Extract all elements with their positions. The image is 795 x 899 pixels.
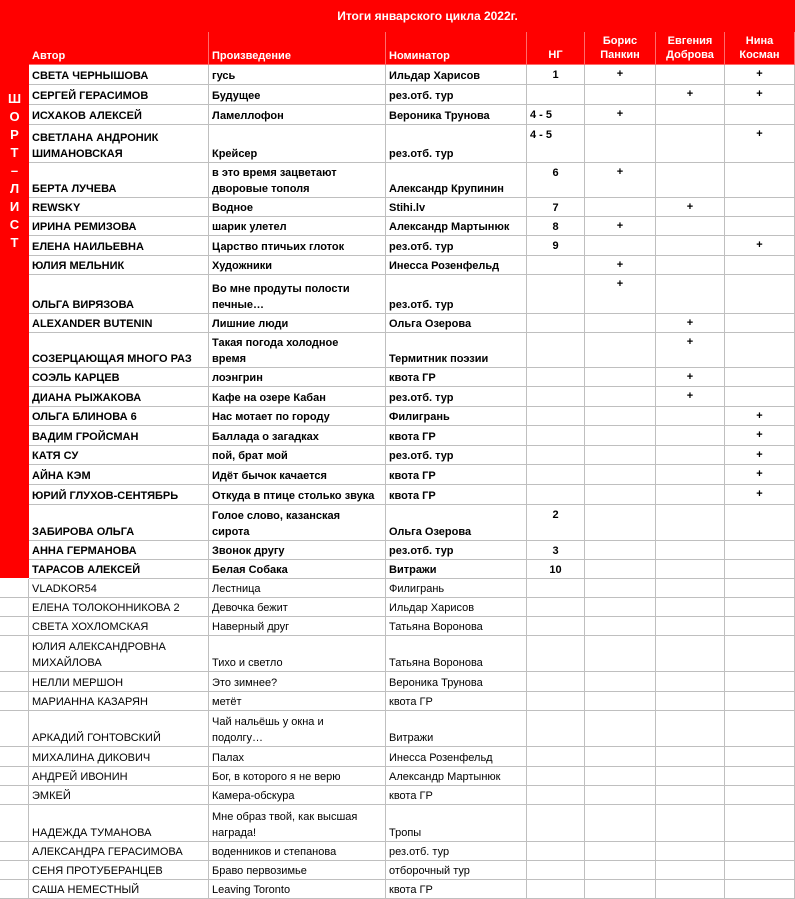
shortlist-j2-cell (656, 505, 725, 541)
header-juror1: Борис Панкин (585, 32, 656, 65)
shortlist-ng-cell: 8 (527, 217, 585, 236)
longlist-ng-cell (527, 842, 585, 861)
shortlist-nominator-cell: Александр Крупинин (386, 163, 527, 198)
shortlist-nominator-cell: рез.отб. тур (386, 387, 527, 407)
shortlist-work-cell: Кафе на озере Кабан (209, 387, 386, 407)
shortlist-ng-cell (527, 446, 585, 465)
shortlist-work-cell: гусь (209, 65, 386, 85)
longlist-j2-cell (656, 861, 725, 880)
longlist-nominator-cell: Тропы (386, 805, 527, 842)
longlist-j3-cell (725, 767, 795, 786)
shortlist-author-cell: ЕЛЕНА НАИЛЬЕВНА (29, 236, 209, 256)
shortlist-author-cell: ЗАБИРОВА ОЛЬГА (29, 505, 209, 541)
shortlist-j1-cell (585, 560, 656, 579)
longlist-nominator-cell: Витражи (386, 711, 527, 747)
longlist-j2-cell (656, 711, 725, 747)
shortlist-work-cell: Царство птичьих глоток (209, 236, 386, 256)
shortlist-j1-cell (585, 446, 656, 465)
longlist-j2-cell (656, 880, 725, 899)
shortlist-j1-cell (585, 465, 656, 485)
longlist-j2-cell (656, 598, 725, 617)
longlist-work-cell: Бог, в которого я не верю (209, 767, 386, 786)
longlist-ng-cell (527, 672, 585, 692)
longlist-j2-cell (656, 692, 725, 711)
longlist-nominator-cell: квота ГР (386, 786, 527, 805)
shortlist-j3-cell: + (725, 125, 795, 163)
longlist-j1-cell (585, 617, 656, 636)
longlist-stub-cell (0, 636, 29, 672)
shortlist-author-cell: БЕРТА ЛУЧЕВА (29, 163, 209, 198)
shortlist-nominator-cell: Филигрань (386, 407, 527, 426)
shortlist-j2-cell (656, 407, 725, 426)
shortlist-author-cell: ИРИНА РЕМИЗОВА (29, 217, 209, 236)
shortlist-ng-cell (527, 256, 585, 275)
longlist-j3-cell (725, 786, 795, 805)
longlist-ng-cell (527, 767, 585, 786)
shortlist-j2-cell (656, 465, 725, 485)
shortlist-author-cell: ТАРАСОВ АЛЕКСЕЙ (29, 560, 209, 579)
shortlist-j2-cell (656, 485, 725, 505)
shortlist-j2-cell (656, 217, 725, 236)
shortlist-nominator-cell: рез.отб. тур (386, 275, 527, 314)
longlist-work-cell: метёт (209, 692, 386, 711)
shortlist-nominator-cell: Витражи (386, 560, 527, 579)
shortlist-nominator-cell: рез.отб. тур (386, 125, 527, 163)
header-ng: НГ (527, 32, 585, 65)
longlist-stub-cell (0, 692, 29, 711)
longlist-j2-cell (656, 747, 725, 767)
shortlist-ng-cell (527, 407, 585, 426)
shortlist-author-cell: АННА ГЕРМАНОВА (29, 541, 209, 560)
shortlist-nominator-cell: квота ГР (386, 368, 527, 387)
longlist-author-cell: VLADKOR54 (29, 579, 209, 598)
shortlist-author-cell: СЕРГЕЙ ГЕРАСИМОВ (29, 85, 209, 105)
shortlist-ng-cell: 10 (527, 560, 585, 579)
shortlist-nominator-cell: Инесса Розенфельд (386, 256, 527, 275)
shortlist-j1-cell (585, 505, 656, 541)
longlist-work-cell: Наверный друг (209, 617, 386, 636)
longlist-author-cell: ЕЛЕНА ТОЛОКОННИКОВА 2 (29, 598, 209, 617)
shortlist-ng-cell (527, 275, 585, 314)
shortlist-ng-cell: 1 (527, 65, 585, 85)
shortlist-nominator-cell: квота ГР (386, 485, 527, 505)
shortlist-work-cell: Такая погода холодное время (209, 333, 386, 368)
shortlist-side-label (0, 32, 29, 578)
shortlist-j1-cell: + (585, 65, 656, 85)
longlist-nominator-cell: Вероника Трунова (386, 672, 527, 692)
sidebar-letter: Р (10, 127, 19, 142)
shortlist-ng-cell: 4 - 5 (527, 105, 585, 125)
longlist-author-cell: ЮЛИЯ АЛЕКСАНДРОВНА МИХАЙЛОВА (29, 636, 209, 672)
longlist-nominator-cell: Филигрань (386, 579, 527, 598)
shortlist-j3-cell (725, 560, 795, 579)
longlist-j1-cell (585, 711, 656, 747)
shortlist-j1-cell (585, 125, 656, 163)
sidebar-letter: И (9, 199, 20, 214)
shortlist-nominator-cell: Stihi.lv (386, 198, 527, 217)
shortlist-j1-cell: + (585, 217, 656, 236)
shortlist-author-cell: СОЭЛЬ КАРЦЕВ (29, 368, 209, 387)
shortlist-j2-cell (656, 65, 725, 85)
longlist-j1-cell (585, 579, 656, 598)
shortlist-j2-cell: + (656, 198, 725, 217)
shortlist-ng-cell: 3 (527, 541, 585, 560)
longlist-nominator-cell: Ильдар Харисов (386, 598, 527, 617)
shortlist-j1-cell: + (585, 256, 656, 275)
longlist-work-cell: Leaving Toronto (209, 880, 386, 899)
sidebar-letter: Т (10, 145, 19, 160)
longlist-nominator-cell: отборочный тур (386, 861, 527, 880)
shortlist-j1-cell (585, 485, 656, 505)
shortlist-j3-cell (725, 314, 795, 333)
shortlist-j2-cell (656, 275, 725, 314)
longlist-stub-cell (0, 805, 29, 842)
shortlist-j2-cell: + (656, 387, 725, 407)
shortlist-j1-cell (585, 314, 656, 333)
shortlist-work-cell: Нас мотает по городу (209, 407, 386, 426)
shortlist-ng-cell: 2 (527, 505, 585, 541)
shortlist-j2-cell (656, 446, 725, 465)
shortlist-work-cell: лоэнгрин (209, 368, 386, 387)
longlist-j1-cell (585, 805, 656, 842)
shortlist-j2-cell (656, 105, 725, 125)
longlist-stub-cell (0, 617, 29, 636)
longlist-j2-cell (656, 636, 725, 672)
shortlist-nominator-cell: рез.отб. тур (386, 85, 527, 105)
shortlist-work-cell: Художники (209, 256, 386, 275)
longlist-ng-cell (527, 579, 585, 598)
longlist-j3-cell (725, 598, 795, 617)
shortlist-j2-cell (656, 236, 725, 256)
shortlist-ng-cell (527, 368, 585, 387)
shortlist-author-cell: ЮЛИЯ МЕЛЬНИК (29, 256, 209, 275)
shortlist-author-cell: ОЛЬГА ВИРЯЗОВА (29, 275, 209, 314)
longlist-work-cell: Тихо и светло (209, 636, 386, 672)
shortlist-j1-cell (585, 368, 656, 387)
longlist-ng-cell (527, 617, 585, 636)
longlist-nominator-cell: Инесса Розенфельд (386, 747, 527, 767)
shortlist-work-cell: Баллада о загадках (209, 426, 386, 446)
sidebar-letter: – (10, 163, 19, 178)
longlist-ng-cell (527, 636, 585, 672)
header-work: Произведение (209, 32, 386, 65)
shortlist-work-cell: Белая Собака (209, 560, 386, 579)
shortlist-nominator-cell: Александр Мартынюк (386, 217, 527, 236)
longlist-ng-cell (527, 692, 585, 711)
longlist-work-cell: Браво первозимье (209, 861, 386, 880)
shortlist-j3-cell (725, 217, 795, 236)
shortlist-j2-cell: + (656, 314, 725, 333)
shortlist-nominator-cell: Вероника Трунова (386, 105, 527, 125)
longlist-author-cell: МИХАЛИНА ДИКОВИЧ (29, 747, 209, 767)
shortlist-j3-cell: + (725, 85, 795, 105)
shortlist-work-cell: Откуда в птице столько звука (209, 485, 386, 505)
longlist-j2-cell (656, 786, 725, 805)
shortlist-nominator-cell: рез.отб. тур (386, 541, 527, 560)
longlist-j2-cell (656, 805, 725, 842)
longlist-j1-cell (585, 598, 656, 617)
shortlist-j3-cell: + (725, 465, 795, 485)
shortlist-j2-cell (656, 541, 725, 560)
longlist-stub-cell (0, 861, 29, 880)
longlist-author-cell: НАДЕЖДА ТУМАНОВА (29, 805, 209, 842)
longlist-j3-cell (725, 692, 795, 711)
shortlist-ng-cell (527, 314, 585, 333)
longlist-author-cell: СЕНЯ ПРОТУБЕРАНЦЕВ (29, 861, 209, 880)
shortlist-author-cell: ОЛЬГА БЛИНОВА 6 (29, 407, 209, 426)
shortlist-j3-cell: + (725, 446, 795, 465)
shortlist-j3-cell: + (725, 485, 795, 505)
longlist-stub-cell (0, 786, 29, 805)
shortlist-j1-cell: + (585, 105, 656, 125)
shortlist-work-cell: Ламеллофон (209, 105, 386, 125)
sidebar-letter: Т (10, 235, 19, 250)
sidebar-letter: О (9, 109, 20, 124)
shortlist-work-cell: в это время зацветают дворовые тополя (209, 163, 386, 198)
shortlist-work-cell: Лишние люди (209, 314, 386, 333)
shortlist-ng-cell: 4 - 5 (527, 125, 585, 163)
shortlist-ng-cell (527, 465, 585, 485)
longlist-ng-cell (527, 747, 585, 767)
shortlist-j3-cell (725, 256, 795, 275)
shortlist-j3-cell (725, 541, 795, 560)
shortlist-j2-cell (656, 163, 725, 198)
shortlist-nominator-cell: Ольга Озерова (386, 314, 527, 333)
shortlist-j1-cell (585, 541, 656, 560)
header-nominator: Номинатор (386, 32, 527, 65)
longlist-j1-cell (585, 767, 656, 786)
longlist-ng-cell (527, 786, 585, 805)
shortlist-j1-cell: + (585, 163, 656, 198)
shortlist-nominator-cell: Ольга Озерова (386, 505, 527, 541)
shortlist-author-cell: ALEXANDER BUTENIN (29, 314, 209, 333)
shortlist-nominator-cell: Ильдар Харисов (386, 65, 527, 85)
longlist-author-cell: ЭМКЕЙ (29, 786, 209, 805)
shortlist-nominator-cell: квота ГР (386, 426, 527, 446)
header-juror3: Нина Косман (725, 32, 795, 65)
shortlist-work-cell: Идёт бычок качается (209, 465, 386, 485)
shortlist-work-cell: Крейсер (209, 125, 386, 163)
longlist-j3-cell (725, 672, 795, 692)
sidebar-letter: Л (9, 181, 20, 196)
shortlist-author-cell: ЮРИЙ ГЛУХОВ-СЕНТЯБРЬ (29, 485, 209, 505)
longlist-j3-cell (725, 617, 795, 636)
shortlist-j1-cell: + (585, 275, 656, 314)
sidebar-letter: С (9, 217, 20, 232)
longlist-nominator-cell: рез.отб. тур (386, 842, 527, 861)
longlist-stub-cell (0, 767, 29, 786)
longlist-j3-cell (725, 861, 795, 880)
shortlist-nominator-cell: квота ГР (386, 465, 527, 485)
shortlist-author-cell: ДИАНА РЫЖАКОВА (29, 387, 209, 407)
longlist-author-cell: СВЕТА ХОХЛОМСКАЯ (29, 617, 209, 636)
sheet-title: Итоги январского цикла 2022г. (0, 0, 795, 32)
shortlist-author-cell: ВАДИМ ГРОЙСМАН (29, 426, 209, 446)
shortlist-j3-cell (725, 505, 795, 541)
shortlist-j3-cell: + (725, 426, 795, 446)
shortlist-work-cell: шарик улетел (209, 217, 386, 236)
longlist-stub-cell (0, 747, 29, 767)
longlist-j1-cell (585, 636, 656, 672)
longlist-stub-cell (0, 880, 29, 899)
shortlist-ng-cell (527, 426, 585, 446)
shortlist-j3-cell (725, 368, 795, 387)
shortlist-j1-cell (585, 333, 656, 368)
longlist-j3-cell (725, 636, 795, 672)
header-juror2: Евгения Доброва (656, 32, 725, 65)
shortlist-ng-cell: 6 (527, 163, 585, 198)
longlist-j2-cell (656, 617, 725, 636)
shortlist-author-cell: АЙНА КЭМ (29, 465, 209, 485)
longlist-author-cell: АРКАДИЙ ГОНТОВСКИЙ (29, 711, 209, 747)
longlist-j1-cell (585, 861, 656, 880)
longlist-work-cell: Палах (209, 747, 386, 767)
shortlist-ng-cell (527, 333, 585, 368)
longlist-j1-cell (585, 747, 656, 767)
shortlist-j1-cell (585, 198, 656, 217)
shortlist-j2-cell (656, 426, 725, 446)
longlist-j2-cell (656, 842, 725, 861)
longlist-j3-cell (725, 747, 795, 767)
shortlist-j2-cell (656, 125, 725, 163)
shortlist-author-cell: СВЕТА ЧЕРНЫШОВА (29, 65, 209, 85)
longlist-stub-cell (0, 579, 29, 598)
shortlist-work-cell: Звонок другу (209, 541, 386, 560)
longlist-nominator-cell: Татьяна Воронова (386, 636, 527, 672)
shortlist-ng-cell: 7 (527, 198, 585, 217)
longlist-nominator-cell: квота ГР (386, 692, 527, 711)
shortlist-j3-cell (725, 105, 795, 125)
longlist-j2-cell (656, 579, 725, 598)
longlist-ng-cell (527, 880, 585, 899)
longlist-work-cell: воденников и степанова (209, 842, 386, 861)
header-author: Автор (29, 32, 209, 65)
longlist-ng-cell (527, 711, 585, 747)
longlist-j1-cell (585, 786, 656, 805)
longlist-j1-cell (585, 692, 656, 711)
shortlist-j2-cell: + (656, 333, 725, 368)
shortlist-j2-cell (656, 560, 725, 579)
shortlist-j2-cell: + (656, 85, 725, 105)
shortlist-j1-cell (585, 387, 656, 407)
shortlist-ng-cell (527, 85, 585, 105)
shortlist-j3-cell (725, 198, 795, 217)
longlist-work-cell: Девочка бежит (209, 598, 386, 617)
shortlist-j3-cell (725, 275, 795, 314)
longlist-author-cell: АНДРЕЙ ИВОНИН (29, 767, 209, 786)
longlist-work-cell: Лестница (209, 579, 386, 598)
shortlist-j2-cell: + (656, 368, 725, 387)
longlist-work-cell: Чай нальёшь у окна и подолгу… (209, 711, 386, 747)
longlist-j3-cell (725, 711, 795, 747)
longlist-nominator-cell: Александр Мартынюк (386, 767, 527, 786)
shortlist-ng-cell: 9 (527, 236, 585, 256)
shortlist-work-cell: пой, брат мой (209, 446, 386, 465)
shortlist-j1-cell (585, 426, 656, 446)
longlist-author-cell: САША НЕМЕСТНЫЙ (29, 880, 209, 899)
longlist-j2-cell (656, 767, 725, 786)
longlist-j1-cell (585, 880, 656, 899)
shortlist-author-cell: СОЗЕРЦАЮЩАЯ МНОГО РАЗ (29, 333, 209, 368)
longlist-stub-cell (0, 842, 29, 861)
longlist-j3-cell (725, 579, 795, 598)
shortlist-nominator-cell: рез.отб. тур (386, 236, 527, 256)
longlist-j3-cell (725, 880, 795, 899)
longlist-ng-cell (527, 861, 585, 880)
shortlist-j3-cell (725, 387, 795, 407)
shortlist-nominator-cell: рез.отб. тур (386, 446, 527, 465)
shortlist-work-cell: Во мне продуты полости печные… (209, 275, 386, 314)
shortlist-author-cell: СВЕТЛАНА АНДРОНИК ШИМАНОВСКАЯ (29, 125, 209, 163)
shortlist-j3-cell: + (725, 236, 795, 256)
shortlist-j3-cell: + (725, 407, 795, 426)
longlist-stub-cell (0, 598, 29, 617)
sidebar-letter: Ш (7, 91, 22, 106)
longlist-work-cell: Мне образ твой, как высшая награда! (209, 805, 386, 842)
longlist-author-cell: МАРИАННА КАЗАРЯН (29, 692, 209, 711)
shortlist-j1-cell (585, 407, 656, 426)
longlist-ng-cell (527, 805, 585, 842)
longlist-j1-cell (585, 672, 656, 692)
shortlist-j3-cell (725, 163, 795, 198)
shortlist-author-cell: ИСХАКОВ АЛЕКСЕЙ (29, 105, 209, 125)
shortlist-ng-cell (527, 485, 585, 505)
shortlist-j1-cell (585, 85, 656, 105)
shortlist-work-cell: Водное (209, 198, 386, 217)
shortlist-j3-cell: + (725, 65, 795, 85)
shortlist-author-cell: REWSKY (29, 198, 209, 217)
shortlist-work-cell: Голое слово, казанская сирота (209, 505, 386, 541)
longlist-ng-cell (527, 598, 585, 617)
longlist-j3-cell (725, 842, 795, 861)
shortlist-author-cell: КАТЯ СУ (29, 446, 209, 465)
longlist-stub-cell (0, 672, 29, 692)
longlist-nominator-cell: квота ГР (386, 880, 527, 899)
longlist-work-cell: Это зимнее? (209, 672, 386, 692)
shortlist-nominator-cell: Термитник поэзии (386, 333, 527, 368)
longlist-work-cell: Камера-обскура (209, 786, 386, 805)
longlist-nominator-cell: Татьяна Воронова (386, 617, 527, 636)
shortlist-j3-cell (725, 333, 795, 368)
shortlist-j1-cell (585, 236, 656, 256)
longlist-j3-cell (725, 805, 795, 842)
longlist-author-cell: АЛЕКСАНДРА ГЕРАСИМОВА (29, 842, 209, 861)
longlist-j1-cell (585, 842, 656, 861)
longlist-author-cell: НЕЛЛИ МЕРШОН (29, 672, 209, 692)
longlist-j2-cell (656, 672, 725, 692)
shortlist-ng-cell (527, 387, 585, 407)
shortlist-j2-cell (656, 256, 725, 275)
shortlist-work-cell: Будущее (209, 85, 386, 105)
longlist-stub-cell (0, 711, 29, 747)
